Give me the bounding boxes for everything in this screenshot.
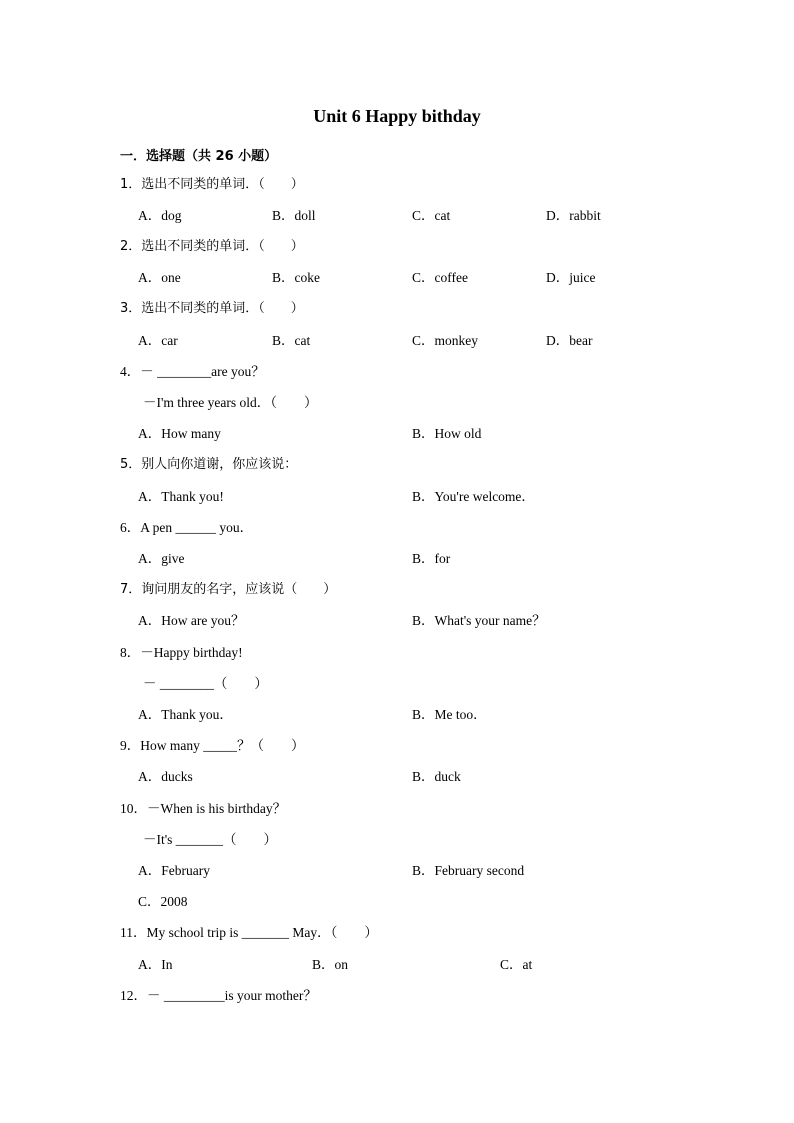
- question-10-option-c[interactable]: C．2008: [138, 894, 188, 909]
- question-8-response: － ________（ ）: [143, 676, 268, 691]
- question-5-option-a[interactable]: A．Thank you!: [138, 489, 224, 504]
- question-1-option-c[interactable]: C．cat: [412, 208, 451, 223]
- question-7-option-a[interactable]: A．How are you？: [138, 613, 245, 628]
- question-2-stem: 2．选出不同类的单词．（ ）: [120, 239, 304, 254]
- question-3-stem: 3．选出不同类的单词．（ ）: [120, 301, 304, 316]
- question-10-stem: 10．－When is his birthday？: [120, 801, 287, 816]
- question-4-stem: 4．－ ________are you？: [120, 364, 265, 379]
- question-4-option-a[interactable]: A．How many: [138, 426, 221, 441]
- question-1-option-a[interactable]: A．dog: [138, 208, 182, 223]
- question-9-stem: 9．How many _____？（ ）: [120, 738, 305, 753]
- question-2-option-d[interactable]: D．juice: [546, 270, 596, 285]
- question-11-option-b[interactable]: B．on: [312, 957, 349, 972]
- question-6-option-a[interactable]: A．give: [138, 551, 185, 566]
- question-5-option-b[interactable]: B．You're welcome．: [412, 489, 535, 504]
- question-7-option-b[interactable]: B．What's your name？: [412, 613, 546, 628]
- question-3-option-a[interactable]: A．car: [138, 333, 178, 348]
- question-11-option-a[interactable]: A．In: [138, 957, 173, 972]
- question-1-option-b[interactable]: B．doll: [272, 208, 316, 223]
- question-4-response: －I'm three years old．（ ）: [143, 395, 318, 410]
- question-6-stem: 6．A pen ______ you．: [120, 520, 254, 535]
- question-4-option-b[interactable]: B．How old: [412, 426, 482, 441]
- question-1-stem: 1．选出不同类的单词．（ ）: [120, 177, 304, 192]
- question-10-option-a[interactable]: A．February: [138, 863, 210, 878]
- page-title: Unit 6 Happy bithday: [313, 106, 481, 126]
- question-11-stem: 11．My school trip is _______ May．（ ）: [120, 925, 378, 940]
- question-2-option-a[interactable]: A．one: [138, 270, 181, 285]
- question-9-option-a[interactable]: A．ducks: [138, 769, 193, 784]
- question-2-option-c[interactable]: C．coffee: [412, 270, 468, 285]
- question-1-option-d[interactable]: D．rabbit: [546, 208, 601, 223]
- section-heading: 一．选择题（共 26 小题）: [120, 149, 278, 164]
- question-3-option-c[interactable]: C．monkey: [412, 333, 478, 348]
- question-8-stem: 8．－Happy birthday!: [120, 645, 243, 660]
- question-10-option-b[interactable]: B．February second: [412, 863, 525, 878]
- question-12-stem: 12．－ _________is your mother？: [120, 988, 317, 1003]
- question-8-option-b[interactable]: B．Me too．: [412, 707, 487, 722]
- question-6-option-b[interactable]: B．for: [412, 551, 451, 566]
- question-9-option-b[interactable]: B．duck: [412, 769, 461, 784]
- question-11-option-c[interactable]: C．at: [500, 957, 533, 972]
- question-3-option-d[interactable]: D．bear: [546, 333, 593, 348]
- question-2-option-b[interactable]: B．coke: [272, 270, 320, 285]
- question-3-option-b[interactable]: B．cat: [272, 333, 311, 348]
- question-5-stem: 5．别人向你道谢，你应该说：: [120, 457, 298, 472]
- question-7-stem: 7．询问朋友的名字，应该说（ ）: [120, 582, 337, 597]
- question-8-option-a[interactable]: A．Thank you．: [138, 707, 233, 722]
- question-10-response: －It's _______（ ）: [143, 832, 278, 847]
